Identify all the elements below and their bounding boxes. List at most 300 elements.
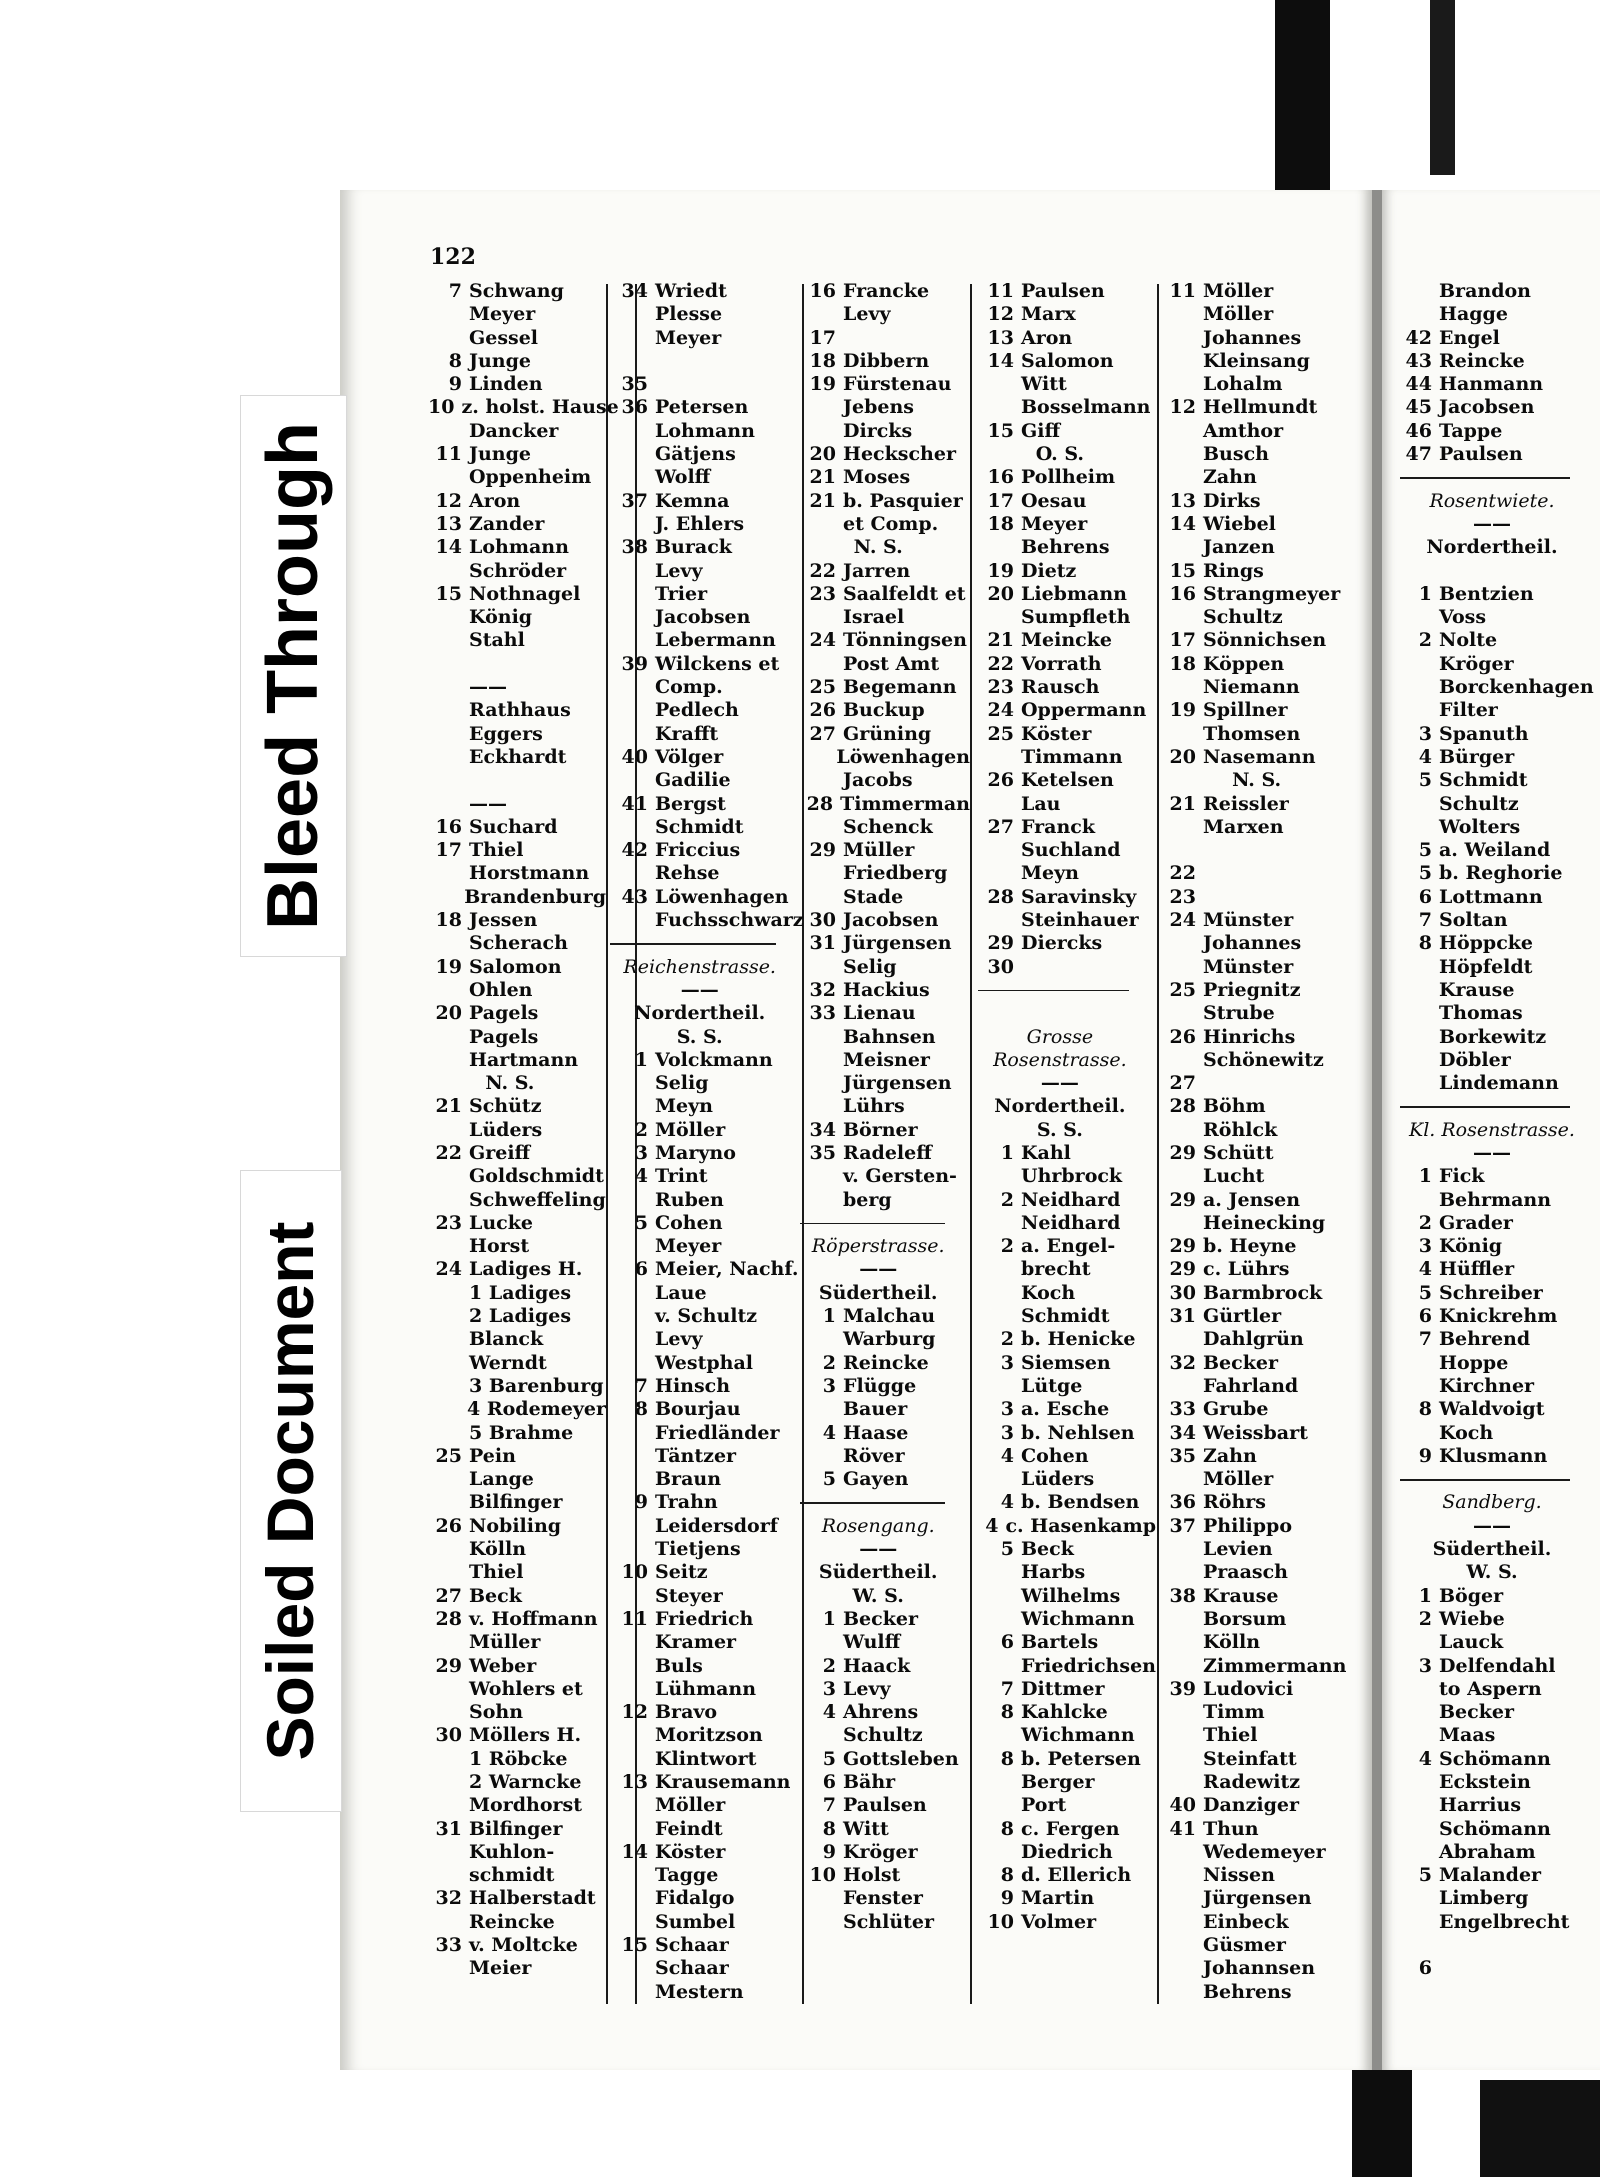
resident-name: Nasemann: [1203, 745, 1316, 768]
directory-entry: [978, 583, 1156, 606]
directory-entry: [428, 1468, 606, 1491]
directory-entry: [1160, 303, 1370, 326]
house-number: [800, 303, 836, 326]
directory-entry: [610, 1189, 805, 1212]
directory-entry: [1160, 1957, 1370, 1980]
resident-name: Thiel: [1203, 1724, 1258, 1747]
directory-entry: [428, 1026, 606, 1049]
resident-name: Höpfeldt: [1439, 955, 1533, 978]
directory-entry: [428, 839, 606, 862]
directory-entry: [428, 280, 606, 303]
directory-entry: [1400, 396, 1600, 419]
resident-name: Giff: [1021, 419, 1061, 442]
house-number: [428, 303, 462, 326]
resident-name: Meyer: [469, 303, 536, 326]
directory-entry: [800, 490, 970, 513]
house-number: [978, 1165, 1014, 1188]
resident-name: Waldvoigt: [1439, 1398, 1545, 1421]
resident-name: Rehse: [655, 862, 720, 885]
house-number: 17: [809, 326, 836, 349]
house-number: [1400, 560, 1432, 583]
house-number: [1160, 1538, 1196, 1561]
resident-name: Tagge: [655, 1864, 719, 1887]
house-number: [610, 1957, 648, 1980]
directory-entry: [1160, 1608, 1370, 1631]
house-number: [610, 1538, 648, 1561]
directory-entry: [800, 443, 970, 466]
house-number: [1400, 1841, 1432, 1864]
house-number: 3: [1000, 1398, 1014, 1421]
directory-entry: [978, 723, 1156, 746]
directory-entry: [800, 1841, 970, 1864]
house-number: [610, 583, 648, 606]
resident-name: Reissler: [1203, 792, 1289, 815]
bleed-through-label: [240, 395, 347, 957]
directory-entry: [978, 1212, 1156, 1235]
house-number: 17: [987, 489, 1014, 512]
resident-name: Dahlgrün: [1203, 1328, 1304, 1351]
house-number: 19: [1169, 699, 1196, 722]
directory-entry: [1160, 1887, 1370, 1910]
house-number: [1400, 1724, 1432, 1747]
resident-name: Nolte: [1439, 629, 1498, 652]
section-heading: [800, 1538, 956, 1561]
resident-name: Neidhard: [1021, 1188, 1121, 1211]
resident-name: Meyer: [655, 326, 722, 349]
resident-name: Post Amt: [843, 652, 940, 675]
directory-entry: [610, 560, 805, 583]
resident-name: Salomon: [1021, 349, 1114, 372]
house-number: 25: [809, 676, 836, 699]
directory-entry: [1400, 1794, 1600, 1817]
house-number: [610, 420, 648, 443]
directory-entry: [978, 1887, 1156, 1910]
section-rule: [800, 1212, 970, 1235]
house-number: [1400, 1352, 1432, 1375]
resident-name: Reincke: [1439, 349, 1525, 372]
resident-name: Kleinsang: [1203, 349, 1310, 372]
house-number: [610, 769, 648, 792]
directory-entry: [1400, 1189, 1600, 1212]
directory-entry: [428, 1724, 606, 1747]
house-number: [800, 420, 836, 443]
resident-name: Delfendahl: [1439, 1654, 1556, 1677]
resident-name: Schmidt: [1021, 1305, 1110, 1328]
resident-name: Möller: [1203, 1468, 1274, 1491]
house-number: [978, 1258, 1014, 1281]
resident-name: Schömann: [1439, 1747, 1551, 1770]
house-number: 18: [1169, 652, 1196, 675]
resident-name: Neidhard: [1021, 1211, 1121, 1234]
directory-entry: [1160, 699, 1370, 722]
directory-entry: [1160, 1258, 1370, 1281]
street-heading: [1400, 1491, 1584, 1514]
column-rule: [1157, 284, 1159, 2004]
directory-entry: [978, 1002, 1156, 1025]
resident-name: Hagge: [1439, 303, 1508, 326]
resident-name: Bentzien: [1439, 582, 1534, 605]
section-heading: [610, 1002, 789, 1025]
directory-entry: [978, 1258, 1156, 1281]
house-number: 2: [1000, 1328, 1014, 1351]
resident-name: Rausch: [1021, 676, 1100, 699]
directory-entry: [1400, 886, 1600, 909]
house-number: 42: [621, 839, 648, 862]
directory-entry: [610, 839, 805, 862]
directory-entry: [428, 816, 606, 839]
directory-column-1: [428, 280, 619, 1981]
house-number: [1400, 1701, 1432, 1724]
directory-entry: [610, 1911, 805, 1934]
house-number: [428, 676, 462, 699]
house-number: [800, 1049, 836, 1072]
house-number: 29: [1169, 1188, 1196, 1211]
house-number: 9: [634, 1491, 648, 1514]
house-number: [610, 1189, 648, 1212]
house-number: [978, 1561, 1014, 1584]
house-number: [1400, 1072, 1432, 1095]
resident-name: Abraham: [1439, 1840, 1536, 1863]
directory-entry: [978, 490, 1156, 513]
house-number: 7: [1418, 909, 1432, 932]
resident-name: Thiel: [469, 839, 524, 862]
directory-entry: [1400, 629, 1600, 652]
directory-entry: [1160, 1002, 1370, 1025]
house-number: [428, 979, 462, 1002]
house-number: [1160, 606, 1196, 629]
directory-entry: [610, 909, 805, 932]
house-number: 1: [1418, 582, 1432, 605]
house-number: [800, 1026, 836, 1049]
directory-entry: [978, 1724, 1156, 1747]
directory-entry: [978, 1375, 1156, 1398]
directory-entry: [610, 1748, 805, 1771]
directory-entry: [1400, 1375, 1600, 1398]
resident-name: Döbler: [1439, 1048, 1511, 1071]
house-number: 22: [809, 559, 836, 582]
soiled-document-label: [240, 1170, 342, 1812]
house-number: [428, 1957, 462, 1980]
directory-entry: [610, 1934, 805, 1957]
resident-name: Dircks: [843, 419, 913, 442]
house-number: [610, 327, 648, 350]
horizontal-rule: [1400, 477, 1570, 479]
street-heading: [978, 1049, 1142, 1072]
directory-entry: [800, 1818, 970, 1841]
directory-entry: [1400, 816, 1600, 839]
directory-entry: [610, 1701, 805, 1724]
house-number: [428, 1375, 462, 1398]
resident-name: Reincke: [469, 1910, 555, 1933]
directory-entry: [800, 676, 970, 699]
house-number: [428, 653, 462, 676]
directory-entry: [610, 1328, 805, 1351]
resident-name: Ketelsen: [1021, 769, 1114, 792]
house-number: 29: [1169, 1235, 1196, 1258]
house-number: [1160, 1375, 1196, 1398]
directory-entry: [978, 1538, 1156, 1561]
resident-name: Paulsen: [843, 1794, 927, 1817]
directory-entry: [1400, 1724, 1600, 1747]
house-number: [978, 746, 1014, 769]
directory-entry: [978, 280, 1156, 303]
house-number: [1160, 373, 1196, 396]
directory-entry: [610, 1282, 805, 1305]
directory-entry: [978, 1468, 1156, 1491]
house-number: [610, 1305, 648, 1328]
directory-entry: [1400, 1631, 1600, 1654]
directory-entry: [978, 1911, 1156, 1934]
directory-entry: [800, 793, 970, 816]
house-number: 3: [1000, 1351, 1014, 1374]
directory-entry: [978, 932, 1156, 955]
directory-entry: [428, 1771, 606, 1794]
resident-name: Grüning: [843, 722, 932, 745]
resident-name: Eggers: [469, 722, 543, 745]
directory-entry: [1160, 793, 1370, 816]
directory-entry: [1400, 1701, 1600, 1724]
house-number: [610, 1864, 648, 1887]
resident-name: Kramer: [655, 1631, 737, 1654]
house-number: 20: [1169, 745, 1196, 768]
directory-entry: [1160, 1212, 1370, 1235]
resident-name: Lühmann: [655, 1677, 757, 1700]
directory-entry: [978, 1491, 1156, 1514]
house-number: [800, 816, 836, 839]
house-number: 8: [634, 1398, 648, 1421]
house-number: 33: [435, 1934, 462, 1957]
house-number: 18: [987, 512, 1014, 535]
resident-name: Ruben: [655, 1188, 724, 1211]
directory-entry: [1400, 1934, 1600, 1957]
house-number: 8: [448, 349, 462, 372]
house-number: 30: [1169, 1281, 1196, 1304]
directory-entry: [800, 1095, 970, 1118]
resident-name: Vorrath: [1021, 652, 1102, 675]
resident-name: Wichmann: [1021, 1724, 1135, 1747]
resident-name: Berger: [1021, 1771, 1095, 1793]
house-number: 26: [1169, 1025, 1196, 1048]
horizontal-rule: [1400, 1479, 1570, 1481]
house-number: 10: [621, 1561, 648, 1584]
directory-entry: [1160, 420, 1370, 443]
house-number: 16: [1169, 582, 1196, 605]
house-number: [1400, 1934, 1432, 1957]
directory-entry: [800, 420, 970, 443]
directory-entry: [610, 1981, 805, 2004]
house-number: [1160, 443, 1196, 466]
house-number: [1400, 699, 1432, 722]
house-number: [800, 1398, 836, 1421]
house-number: [428, 1678, 462, 1701]
section-rule: [1400, 466, 1600, 489]
resident-name: Bourjau: [655, 1398, 741, 1421]
resident-name: 2 Ladiges: [469, 1305, 572, 1328]
directory-entry: [1160, 1305, 1370, 1328]
directory-entry: [978, 793, 1156, 816]
resident-name: Hinsch: [655, 1374, 731, 1397]
house-number: [610, 1911, 648, 1934]
house-number: 6: [822, 1771, 836, 1793]
directory-entry: [1160, 1422, 1370, 1445]
resident-name: Thomsen: [1203, 722, 1301, 745]
directory-entry: [610, 1491, 805, 1514]
resident-name: Uhrbrock: [1021, 1165, 1123, 1188]
house-number: 5: [822, 1747, 836, 1770]
resident-name: 3 Barenburg: [469, 1374, 604, 1397]
directory-entry: [978, 303, 1156, 326]
section-label: S. S.: [676, 1025, 723, 1048]
house-number: 24: [809, 629, 836, 652]
resident-name: Schröder: [469, 559, 567, 582]
directory-entry: [800, 1002, 970, 1025]
house-number: 24: [435, 1258, 462, 1281]
house-number: [428, 862, 462, 885]
resident-name: Lucht: [1203, 1165, 1265, 1188]
directory-entry: [978, 420, 1156, 443]
street-name: Rosentwiete.: [1429, 489, 1555, 512]
directory-entry: [1160, 1515, 1370, 1538]
directory-entry: [1160, 1468, 1370, 1491]
resident-name: Börner: [843, 1118, 918, 1141]
directory-entry: [800, 466, 970, 489]
resident-name: Heinecking: [1203, 1211, 1326, 1234]
resident-name: Kemna: [655, 489, 730, 512]
directory-entry: [610, 1095, 805, 1118]
resident-name: Tietjens: [655, 1538, 741, 1561]
resident-name: Behrmann: [1439, 1188, 1552, 1211]
directory-entry: [428, 1002, 606, 1025]
resident-name: Meyer: [1021, 512, 1088, 535]
resident-name: Johannes: [1203, 932, 1302, 955]
directory-entry: [1400, 1026, 1600, 1049]
directory-entry: [978, 1701, 1156, 1724]
resident-name: Schmidt: [655, 815, 744, 838]
house-number: [1160, 1957, 1196, 1980]
house-number: 25: [435, 1444, 462, 1467]
directory-entry: [428, 1491, 606, 1514]
resident-name: b. Bendsen: [1021, 1491, 1140, 1514]
resident-name: Timm: [1203, 1701, 1265, 1724]
house-number: [978, 1841, 1014, 1864]
house-number: [1160, 956, 1196, 979]
house-number: 29: [987, 932, 1014, 955]
resident-name: Priegnitz: [1203, 978, 1301, 1001]
house-number: [610, 909, 648, 932]
directory-entry: [1160, 1445, 1370, 1468]
house-number: 20: [809, 443, 836, 466]
house-number: 19: [987, 559, 1014, 582]
house-number: 16: [987, 466, 1014, 489]
house-number: 5: [1418, 1864, 1432, 1887]
house-number: [428, 1631, 462, 1654]
directory-entry: [428, 862, 606, 885]
resident-name: Bergst: [655, 792, 726, 815]
directory-entry: [428, 303, 606, 326]
resident-name: Gottsleben: [843, 1747, 959, 1770]
directory-entry: [428, 1445, 606, 1468]
house-number: 21: [809, 489, 836, 512]
house-number: 10: [809, 1864, 836, 1887]
house-number: [428, 793, 462, 816]
directory-entry: [1160, 1165, 1370, 1188]
resident-name: Stade: [843, 885, 904, 908]
directory-entry: [1160, 1491, 1370, 1514]
directory-entry: [428, 1748, 606, 1771]
resident-name: Pollheim: [1021, 466, 1116, 489]
house-number: [1160, 1864, 1196, 1887]
resident-name: Meisner: [843, 1048, 930, 1071]
resident-name: Engelbrecht: [1439, 1910, 1570, 1933]
resident-name: Hellmundt: [1203, 396, 1318, 419]
directory-entry: [800, 699, 970, 722]
resident-name: Busch: [1203, 443, 1269, 466]
directory-entry: [610, 1794, 805, 1817]
directory-entry: [1160, 1026, 1370, 1049]
house-number: [1160, 1724, 1196, 1747]
section-heading: [978, 443, 1142, 466]
resident-name: Malander: [1439, 1864, 1542, 1887]
house-number: 21: [809, 466, 836, 489]
section-heading: [800, 536, 956, 559]
resident-name: Kirchner: [1439, 1374, 1535, 1397]
resident-name: Tappe: [1439, 419, 1503, 442]
directory-entry: [1160, 816, 1370, 839]
directory-entry: [428, 1561, 606, 1584]
resident-name: Levien: [1203, 1538, 1273, 1561]
directory-entry: [428, 443, 606, 466]
directory-entry: [800, 909, 970, 932]
directory-entry: [1400, 1235, 1600, 1258]
house-number: [428, 1049, 462, 1072]
directory-entry: [978, 886, 1156, 909]
resident-name: to Aspern: [1439, 1677, 1542, 1700]
house-number: 21: [987, 629, 1014, 652]
resident-name: Dietz: [1021, 559, 1077, 582]
house-number: 9: [448, 373, 462, 396]
directory-entry: [610, 1212, 805, 1235]
directory-entry: [1400, 1072, 1600, 1095]
directory-entry: [1400, 1957, 1600, 1980]
directory-entry: [1400, 1212, 1600, 1235]
resident-name: Nissen: [1203, 1864, 1275, 1887]
directory-entry: [1160, 1282, 1370, 1305]
directory-entry: [978, 1398, 1156, 1421]
house-number: [610, 443, 648, 466]
house-number: [1400, 1375, 1432, 1398]
resident-name: Kölln: [469, 1538, 527, 1561]
resident-name: Ohlen: [469, 978, 533, 1001]
house-number: 5: [634, 1211, 648, 1234]
house-number: [978, 536, 1014, 559]
resident-name: Flügge: [843, 1374, 917, 1397]
directory-entry: [610, 303, 805, 326]
resident-name: z. holst. Hause: [461, 396, 619, 419]
house-number: [428, 886, 457, 909]
directory-entry: [610, 280, 805, 303]
directory-entry: [978, 1655, 1156, 1678]
directory-entry: [1160, 1072, 1370, 1095]
resident-name: Brandenburg: [464, 885, 606, 908]
directory-entry: [1400, 1748, 1600, 1771]
house-number: 2: [1000, 1188, 1014, 1211]
resident-name: ——: [469, 676, 507, 699]
resident-name: Koch: [1439, 1421, 1494, 1444]
horizontal-rule: [610, 943, 776, 945]
house-number: [1400, 1678, 1432, 1701]
directory-entry: [1160, 676, 1370, 699]
directory-entry: [800, 1375, 970, 1398]
